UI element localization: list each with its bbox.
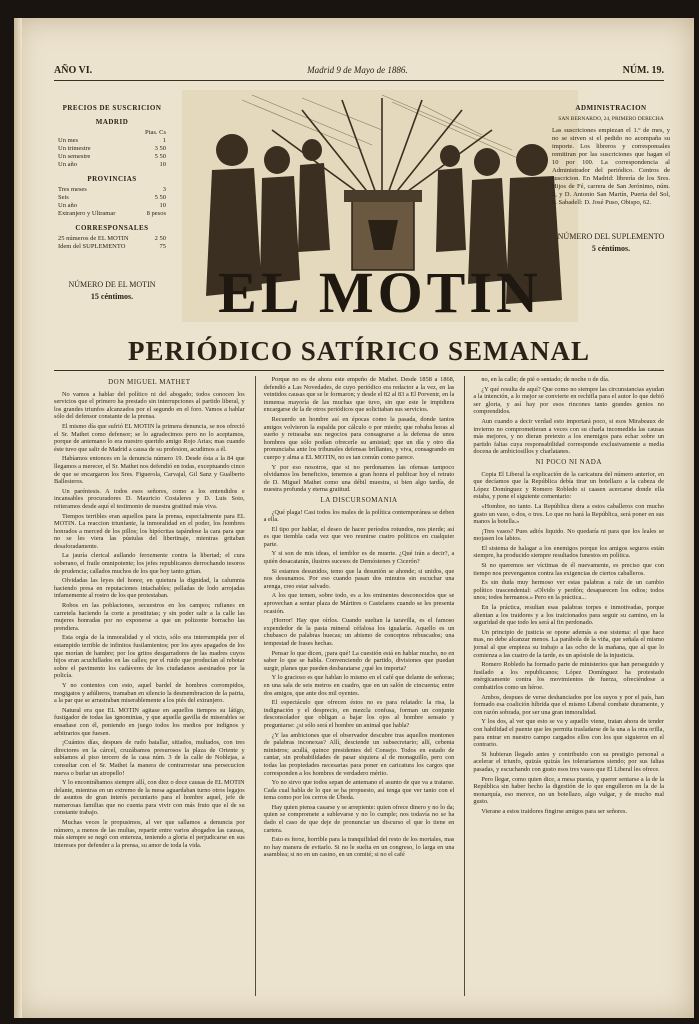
paragraph: El mismo día que sufrió EL MOTIN la primera denuncia, se nos ofreció el Sr. Mathet como defensor; se lo agradecimos pero no lo aceptamos, porque de antemano lo era nuestro querido amigo Rojo Arias; mas cuando éste tuvo que salir de Madrid a causa de su profesion, acudimos a él. <box>54 422 245 453</box>
paragraph: Si hubieran llegado antes y contribuido con su prestigio personal a acelerar el triunfo, quizás quizás les toleraríamos siendo; por sus faltas pasadas, y escuchando con gusto esos tres vasos que El Liberal les ofrece. <box>473 750 665 773</box>
paragraph: Tiempos terribles eran aquellos para la prensa, especialmente para EL MOTIN. La reaccion triunfante, la inmoralidad en el poder, los hombres honrados a merced de los pillos; los hipócritas tapándose la cara para que no se les viera las pústulas del libertinaje, mientras gritaban desaforadamente. <box>54 512 245 550</box>
subscription-prices <box>58 98 166 301</box>
article-columns <box>54 376 664 996</box>
madrid-col: Ptas. Cs <box>145 129 166 136</box>
admin-text: Las suscriciones empiezan el 1.º de mes, y no se sirven si el pedido no acompaña su importe. Los libreros y corresponsales remitiran por las suscriciones que hagan el 10 por 100. La correspondencia al Administrador del periódico. Centros de suscricion. En Madrid: librería de los Sres. Hijos de Fé, carrera de San Jerónimo, núm. 2, y D. Antonio San Martín, Puerta del Sol, 6. Sabadell: D. José Puso, Obispo, 62. <box>552 127 670 206</box>
paragraph: Natural era que EL MOTIN agitase en aquellos tiempos su látigo, fustigador de todas las ignominias, y que aquella gavilla de miserables se ensañase con él, poniendo en juego todos los medios por indignos y arbitrarios que fuesen. <box>54 706 245 737</box>
price-label: Un mes <box>58 137 79 144</box>
paragraph: ¡Tres vasos? Pues adiós liquido. No quedaría ni para que los leales se mojasen los labios. <box>473 527 665 543</box>
paragraph: Robos en las poblaciones, secuestros en los campos; rufianes en carretela haciendo la corte a prostitutas; y sin poder salir a la calle las mujeres honradas por no exponerse a que un polizonte borracho las prendiera. <box>54 602 245 632</box>
article-body <box>54 391 245 850</box>
paragraph: Y lo encontrábamos siempre allí, con diez o doce causas de EL MOTIN delante, mientras en un extremo de la mesa aguardaban turno otros legajos de asuntos de gran interés pecuniario para el hombre aquel, jefe de numerosas familias que no cuenta para vivir con más fruto que el de su constante trabajo. <box>54 779 245 817</box>
page-spine <box>14 18 22 1018</box>
price-label: Idem del SUPLEMENTO <box>58 243 126 250</box>
price-label: Un año <box>58 202 77 209</box>
price-row <box>58 153 166 161</box>
supplement-label: NÚMERO DEL SUPLEMENTO <box>557 232 665 241</box>
price-value: 1 <box>162 137 166 144</box>
paragraph: El tipo por hablar, el deseo de hacer períodos rotundos, nos pierde; así es que tiembla cada vez que veo reunirse cuatro políticos en cualquier parte. <box>263 525 455 548</box>
paragraph: Muchas veces le propusimos, al ver que sallamos a denuncia por número, a menos de las multas, repartir entre varios abogados las causas, más siempre se negó con entereza, teniendo a gloria el perjudicarse en sus intereses por defender a la prensa, su amor de toda la vida. <box>54 819 245 849</box>
price-row <box>58 137 166 145</box>
paragraph: Esto es feroz, horrible para la tranquilidad del resto de los mortales, mas no hay manera de evitarlo. Si no le suelta en un congreso, lo larga en una asamblea; si no en un casino, en un comité; si no el café <box>263 836 455 859</box>
price-value: 8 pesos <box>146 210 166 217</box>
subtitle-rule <box>54 370 664 371</box>
paragraph: Un paréntesis. A todos esos señores, como a los entendidos e incansables procuradores D. Mauricio Costaleres y D. Luis Soto, reiteramos desde aquí el testimonio de nuestra gratitud más viva. <box>54 487 245 510</box>
paragraph: Si no queremos ser víctimas de él nuevamente, es preciso que con tiempo nos prevengamos contra las exigencias de ciertos caballeros. <box>473 562 665 577</box>
issue-number: NÚM. 19. <box>622 64 664 76</box>
paragraph: Y los dos, al ver que esto se va y aquello viene, tratan ahora de tender con habilidad el puente que les permita trasladarse de la una a la otra orilla, para entrar en nuestro campo cargados ellos con los que siguieron en el contrario. <box>473 718 665 749</box>
paragraph: Pensar lo que dicen, ¡para qué! La cuestión está en hablar mucho, no en saber lo que se habla. Convenciendo de partido, divisiones que puedan surgir, planes que pueden desbaratarse ¿qué les importa? <box>263 649 455 672</box>
price-label: 25 números de EL MOTIN <box>58 235 129 242</box>
article-body <box>264 376 455 494</box>
header-rule <box>54 80 664 81</box>
price-label: Extranjero y Ultramar <box>58 210 116 217</box>
provinces-heading: PROVINCIAS <box>87 175 137 183</box>
price-label: Un semestre <box>58 153 91 160</box>
price-row <box>58 202 166 210</box>
price-value: 5 50 <box>154 153 166 160</box>
paragraph: No vamos a hablar del político ni del abogado; todos conocen los servicios que el primero ha prestado sin interrupciones al partido liberal, y los grandes triunfos alcanzados por el segundo en el foro. Vamos a hablar sólo del defensor constante de la prensa. <box>54 390 245 421</box>
issue-date: Madrid 9 de Mayo de 1886. <box>307 65 408 75</box>
price-label: Un año <box>58 161 77 168</box>
column-1 <box>54 376 245 996</box>
paragraph: Y por eso nosotros, que si no perdonamos las ofensas tampoco olvidamos los beneficios, tenemos a gran honra el publicar hoy el retrato de D. Miguel Mathet como una débil muestra, si bien algo tardía, de nuestra profunda y eterna gratitud. <box>263 463 455 494</box>
newspaper-subtitle: PERIÓDICO SATÍRICO SEMANAL <box>127 336 591 366</box>
paragraph: A los que temen, sobre todo, es a los eminentes desconocidos que se aprovechan a sentar plaza de Mártires o Castelares cuando se les presenta ocasión. <box>263 592 455 615</box>
paragraph: En la práctica, resultan esas palabras torpes e inmotivadas, porque alientan a los traidores y a los traicionados para seguir su camino, en la seguridad de que todo les será al fin perdonado. <box>473 604 665 627</box>
correspondents-heading: CORRESPONSALES <box>75 224 149 232</box>
header-line <box>54 62 664 78</box>
paragraph: Si estamos desunidos, temo que la desunión se ahonde; si unidos, que nos desunamos. Por eso cuando pasan dos minutos sin escuchar una arenga, creo estar salvado. <box>263 567 455 590</box>
column-2 <box>255 376 455 996</box>
single-issue-price: 15 céntimos. <box>90 292 134 301</box>
paragraph: Romero Robledo ha formado parte de ministerios que han perseguido y fusilado a los republicanos; López Domínguez ha protestado enérgicamente contra los movimientos de fuerza, ofreciéndose a combatirlos como un héroe. <box>473 661 665 691</box>
paragraph: Yo no sirvo que todos sepan de antemano el asunto de que va a tratarse. Cada cual habla de lo que se ha propuesto, así tenga que ver tanto con el tema como por los cerros de Úbeda. <box>263 779 455 802</box>
madrid-col-header <box>58 129 166 137</box>
supplement-price: 5 céntimos. <box>591 244 631 253</box>
price-value: 2 50 <box>154 235 166 242</box>
price-label: Seis <box>58 194 69 201</box>
price-value: 5 50 <box>154 194 166 201</box>
price-value: 3 <box>162 186 166 193</box>
article-heading: LA DISCURSOMANIA <box>320 495 398 504</box>
paragraph: «Hombre, no tanto. La República diera a estos caballeros con mucho gusto un vaso, o dos, o tres. Lo que no hará la República, será poner en sus manos la botella.» <box>473 502 665 526</box>
article-heading: DON MIGUEL MATHET <box>108 378 191 386</box>
paragraph: ¡Cuántos días, despues de rudo batallar, sitiados, multados, con tres directores en la cárcel, cruzábamos presurosos la plaza de Oriente y subíamos al piso tercero de la casa núm. 3 de la calle de Noblejas, a consultar con el Sr. Mathet la manera de contrarrestar una persecucion nueva o burlar un atropello! <box>54 739 245 777</box>
paragraph: Olvidadas las leyes del honor, en quietura la dignidad, la calumnia haciendo presa en reputaciones intachables; pelladas de lodo arrojadas infamemente al rostro de los que protestaban. <box>54 577 245 600</box>
masthead-title: EL MOTIN <box>218 260 542 322</box>
price-row <box>58 145 166 153</box>
paragraph: Ambos, despues de verse deshanciados por los suyos y por el país, han formado esa coalición híbrida que el mismo Liberal combate duramente, y con razón sobrada, por ser una gran inmoralidad. <box>473 693 665 716</box>
paragraph: Porque no es de ahora este empeño de Mathet. Desde 1858 a 1868, defendió a Las Novedades, de cuyo periódico era redactor a la vez, en las veintidos causas que se le formaron; y desde el 82 al 83 a El Porvenir, en la inmensa mayoría de las muchas que tuvo, sin que este le impidiera encargarse de la de otros periódicos que solicitaban sus servicios. <box>263 376 455 414</box>
price-label: Tres meses <box>58 186 87 193</box>
article-heading: NI POCO NI NADA <box>535 457 602 466</box>
price-row <box>58 194 166 202</box>
paragraph: Un principio de justicia se opone además a ese sistema: el que hace mas, no debe alcanzar menos. La parábola de la viña, que señala el mismo jornal al que empieza su trabajo a las ocho de la mañana, que al que lo comienza a las cuatro de la tarde, es un apóstole de la injusticia. <box>473 628 665 659</box>
madrid-heading: MADRID <box>95 118 129 126</box>
price-value: 10 <box>159 161 166 168</box>
price-value: 10 <box>159 202 166 209</box>
paragraph: Habíamos entonces en la denuncia número 19. Desde ésta a la 84 que llegamos a merecer, el Sr. Mathet nos defendió en todas, exceptuando cinco de que se encargaron los Sres. Figuerola, Carvajal, Gil Sanz y Gualberto Ballesteros. <box>54 455 245 486</box>
article-body <box>264 509 455 860</box>
price-value: 3 50 <box>154 145 166 152</box>
single-issue-label: NÚMERO DE EL MOTIN <box>68 280 156 289</box>
paragraph: Esta orgía de la inmoralidad y el vicio, sólo era interrumpida por el estampido terrible de infinitos fusilamientos; por los ayes apagados de los que morían de hambre; por los gritos desgarradores de las madres cuyos hijos eran acuchillados en las calles; por el ruido que producían al rebotar sobre el pavimento los cadáveres de los ciudadanos asesinados por la policía. <box>54 634 245 680</box>
paragraph: Copia El Liberal la explicación de la caricatura del número anterior, en que decíamos que la República debía tirar un botellazo a la cabeza de López Domínguez y Romero Robledo si caasen acercarse donde ella estaba, y pone el siguiente comentario: <box>473 470 665 501</box>
paragraph: ¿Qué plaga! Casi todos los males de la política contemporánea se deben a ella. <box>263 508 455 524</box>
paragraph: La jauría clerical aullando ferozmente contra la libertad; el cura soberano, el fraile omnipotente; los jefes republicanos derrochando tesoros de prudencia; callados muchos de los que hoy tanto gritan. <box>54 552 245 575</box>
prices-title: PRECIOS DE SUSCRICION <box>62 104 162 112</box>
paragraph: Es sin duda muy hermoso ver estas palabras a raíz de un cambio político trascendental: «Olvido y perdón; desaparecen los odios; todos unos; todos hermanos.» Pero en la práctica... <box>473 579 665 602</box>
article-body <box>473 376 664 456</box>
issue-year: AÑO VI. <box>54 64 93 76</box>
price-row <box>58 210 166 218</box>
paragraph: Hay quien piensa casarse y se arrepiente: quien ofrece dinero y no lo da; quien se compromete a sublevarse y no lo cumple; nos todavía no se ha dado el caso de que deje de pronunciar un discurso el que lo tiene en cartera. <box>263 803 455 834</box>
paragraph: Y si son de mis ideas, el temblor es de muerte. ¿Qué irán a decir?, a quién desacatarán, ilustres sucesos de Demóstenes y Cicerón? <box>263 550 455 566</box>
paragraph: El sistema de halagar a los enemigos porque los amigos seguros están siempre, ha producido siempre resultados funestos en política. <box>473 544 665 560</box>
newspaper-page <box>14 18 694 1018</box>
masthead-illustration <box>182 90 578 322</box>
column-3 <box>464 376 664 996</box>
price-row <box>58 186 166 194</box>
price-label: Un trimestre <box>58 145 91 152</box>
paragraph: Y no contentos con esto, aquel bardel de hombres corrompidos, mogigatos y adúlteros, tramaban en silencio la desmembracion de la patria, a la par que se arrastraban miserablemente a los piés del extranjero. <box>54 681 245 705</box>
paragraph: Recuerdo un hombre así en épocas como la pasada, donde tantos amigos volvieron la espalda por cálculo o por miedo; que robaba horas al sueño y retrasaba sus negocios para consagrarse a la defensa de unos hombres que sólo podían ofrecerle su amistad; que un día y otro día pronunciaba ante los tribunales defensas brillantes, y viva, consagrando en cuerpo y alma a EL MOTIN, no es tan común como parece. <box>263 415 455 461</box>
price-value: 75 <box>159 243 166 250</box>
paragraph: Y lo gracioso es que hablan lo mismo en el café que delante de señoras; en una sala de seis metros en cuadro, que en un salón de cincuenta; entre dos amigos, que ante dos mil oyentes. <box>263 674 455 697</box>
price-row <box>58 235 166 243</box>
paragraph: ¿Y las ambiciones que el observador descubre tras aquellos montones de palabras inconexas? Allí, desciende un subsecretario; allí, cebenta ministros; acullá, quince presidentes del Consejo. Todos en estado de cantar, sin probabilidades de pasar siquiera al de monaguillo, pero con todas las propiedades necesarias para poner en caricatura los cargos que corresponden a los hombres de verdadero mérito. <box>263 731 455 777</box>
price-row <box>58 161 166 169</box>
paragraph: Aun cuando a decir verdad esto importará poco, si esos Mirabeaux de invierno no comprometieran a veces con su charla incomedida las causas más mejores, y no dieran pretexto a los enemigos para echar sobre un partido faltas cuya responsabilidad corresponde exclusivamente a media docena de ambiciosillos y charlatanes. <box>473 417 665 456</box>
paragraph: ¡Horror! Hay que oírlos. Cuando sueltan la taravilla, es el famoso expendedor de la pasta mineral céfalosa los igualaría. Aquello es un chubasco de palabras huecas; un abismo de conceptos rebuscados; una tempestad de frases hechas. <box>263 617 455 647</box>
admin-title: ADMINISTRACION <box>575 104 647 112</box>
paragraph: no, en la calle; de pié o sentado; de noche o de día. <box>481 376 610 383</box>
paragraph: El espectáculo que ofrecen éstos no es para relatado: la risa, la indignación y el desprecio, en mezcla confusa, forman un conjunto desconsolador que obligan a bajar los ojos al hombre sensato y preguntarse: ¿si sólo será el hombre un animal que habla? <box>263 699 455 729</box>
paragraph: Vierane a estos traidores fingirse amigos para ser señores. <box>481 807 627 815</box>
article-body <box>473 471 664 816</box>
paragraph: ¿Y qué resulta de aquí? Que como no siempre las circunstancias ayudan a la intención, a lo mejor se convierte en rechifla para el autor lo que debió ser gloria, y así hay por esos rincones tanto grandes genios no comprendidos. <box>473 385 665 416</box>
price-row <box>58 243 166 251</box>
administration-box <box>552 98 670 253</box>
paragraph: Pero llegar, como quien dice, a mesa puesta, y querer sentarse a la de la República sin haber hecho la digestión de lo que engulleron en la de la monarquía, eso merece, no un botellazo, algo vulgar, y de mucho mal gusto. <box>473 775 665 806</box>
admin-address: SAN BERNARDO, 24, PRIMERO DERECHA <box>558 116 664 122</box>
